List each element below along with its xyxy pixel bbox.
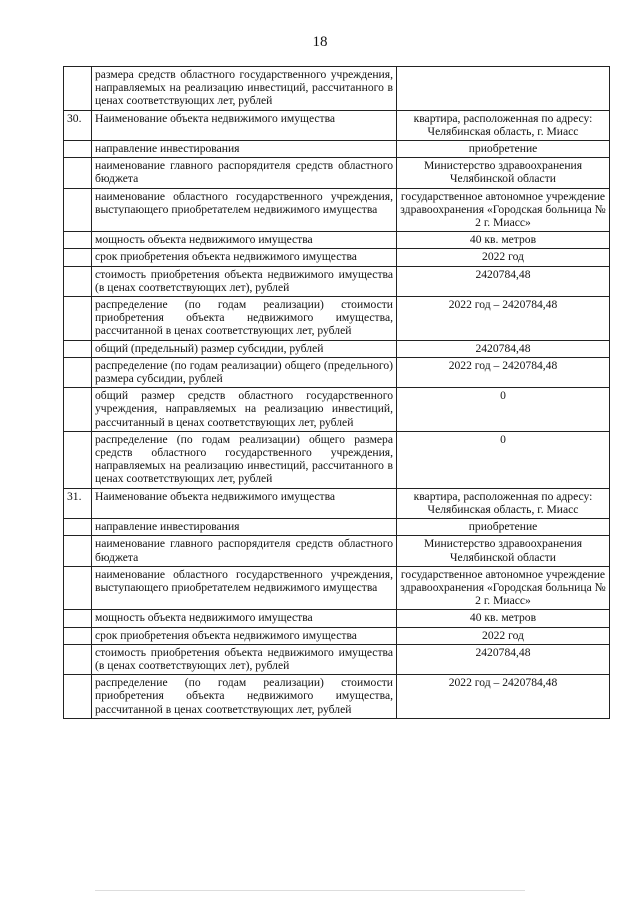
row-label: общий размер средств областного государственного учреждения, направляемых на реализацию инвестиций, рассчитанный в ценах соответствующих лет, рублей bbox=[92, 388, 397, 432]
row-label: распределение (по годам реализации) стоимости приобретения объекта недвижимого имущества, рассчитанной в ценах соответствующих лет, рублей bbox=[92, 675, 397, 719]
row-number bbox=[64, 67, 92, 111]
row-label: стоимость приобретения объекта недвижимого имущества (в ценах соответствующих лет), рублей bbox=[92, 644, 397, 674]
row-label: наименование главного распорядителя средств областного бюджета bbox=[92, 536, 397, 566]
row-value: 0 bbox=[397, 431, 610, 488]
row-label: Наименование объекта недвижимого имущества bbox=[92, 110, 397, 140]
row-number bbox=[64, 431, 92, 488]
table-row bbox=[64, 110, 610, 140]
row-value: 40 кв. метров bbox=[397, 232, 610, 249]
table-row bbox=[64, 297, 610, 341]
row-value: 2022 год bbox=[397, 249, 610, 266]
row-number bbox=[64, 232, 92, 249]
table-row bbox=[64, 675, 610, 719]
row-value: 2022 год – 2420784,48 bbox=[397, 675, 610, 719]
table-row bbox=[64, 610, 610, 627]
page-number: 18 bbox=[312, 34, 328, 50]
investment-table bbox=[63, 66, 610, 719]
table-row bbox=[64, 158, 610, 188]
row-number bbox=[64, 610, 92, 627]
row-label: наименование главного распорядителя средств областного бюджета bbox=[92, 158, 397, 188]
row-number bbox=[64, 388, 92, 432]
row-label: мощность объекта недвижимого имущества bbox=[92, 232, 397, 249]
row-label: общий (предельный) размер субсидии, рублей bbox=[92, 340, 397, 357]
row-value: квартира, расположенная по адресу: Челябинская область, г. Миасс bbox=[397, 110, 610, 140]
row-value: приобретение bbox=[397, 519, 610, 536]
row-label: направление инвестирования bbox=[92, 141, 397, 158]
row-value: 0 bbox=[397, 388, 610, 432]
row-number bbox=[64, 627, 92, 644]
row-label: стоимость приобретения объекта недвижимого имущества (в ценах соответствующих лет), рублей bbox=[92, 266, 397, 296]
table-row bbox=[64, 357, 610, 387]
row-value: 2420784,48 bbox=[397, 644, 610, 674]
row-label: распределение (по годам реализации) стоимости приобретения объекта недвижимого имущества, рассчитанной в ценах соответствующих лет, рублей bbox=[92, 297, 397, 341]
table-row bbox=[64, 340, 610, 357]
row-value: 40 кв. метров bbox=[397, 610, 610, 627]
table-row bbox=[64, 519, 610, 536]
row-value: государственное автономное учреждение здравоохранения «Городская больница № 2 г. Миасс» bbox=[397, 188, 610, 232]
row-label: распределение (по годам реализации) общего (предельного) размера субсидии, рублей bbox=[92, 357, 397, 387]
table-row bbox=[64, 232, 610, 249]
row-number bbox=[64, 340, 92, 357]
row-value: приобретение bbox=[397, 141, 610, 158]
table-row bbox=[64, 566, 610, 610]
table-row bbox=[64, 644, 610, 674]
table-row bbox=[64, 188, 610, 232]
row-value: 2022 год – 2420784,48 bbox=[397, 297, 610, 341]
table-row bbox=[64, 249, 610, 266]
row-label: срок приобретения объекта недвижимого имущества bbox=[92, 249, 397, 266]
row-number bbox=[64, 536, 92, 566]
row-number bbox=[64, 357, 92, 387]
row-value: квартира, расположенная по адресу: Челябинская область, г. Миасс bbox=[397, 488, 610, 518]
row-label: наименование областного государственного учреждения, выступающего приобретателем недвижимого имущества bbox=[92, 566, 397, 610]
row-label: Наименование объекта недвижимого имущества bbox=[92, 488, 397, 518]
row-label: наименование областного государственного учреждения, выступающего приобретателем недвижимого имущества bbox=[92, 188, 397, 232]
row-label: мощность объекта недвижимого имущества bbox=[92, 610, 397, 627]
table-row bbox=[64, 431, 610, 488]
row-value: 2420784,48 bbox=[397, 266, 610, 296]
table-row bbox=[64, 536, 610, 566]
row-label: направление инвестирования bbox=[92, 519, 397, 536]
table-body bbox=[64, 67, 610, 719]
table-row bbox=[64, 388, 610, 432]
table-row bbox=[64, 627, 610, 644]
row-number bbox=[64, 675, 92, 719]
row-number bbox=[64, 158, 92, 188]
row-value: 2022 год – 2420784,48 bbox=[397, 357, 610, 387]
row-label: срок приобретения объекта недвижимого имущества bbox=[92, 627, 397, 644]
row-number bbox=[64, 519, 92, 536]
row-label: распределение (по годам реализации) общего размера средств областного государственного учреждения, направляемых на реализацию инвестиций, рассчитанного в ценах соответствующих лет, рублей bbox=[92, 431, 397, 488]
row-number: 30. bbox=[64, 110, 92, 140]
row-number bbox=[64, 644, 92, 674]
row-number: 31. bbox=[64, 488, 92, 518]
table-row bbox=[64, 67, 610, 111]
row-number bbox=[64, 141, 92, 158]
table-row bbox=[64, 141, 610, 158]
row-value: Министерство здравоохранения Челябинской области bbox=[397, 536, 610, 566]
row-number bbox=[64, 566, 92, 610]
row-label: размера средств областного государственного учреждения, направляемых на реализацию инвестиций, рассчитанного в ценах соответствующих лет, рублей bbox=[92, 67, 397, 111]
row-value: 2420784,48 bbox=[397, 340, 610, 357]
scan-edge-divider bbox=[95, 890, 525, 891]
row-value: 2022 год bbox=[397, 627, 610, 644]
row-number bbox=[64, 266, 92, 296]
row-number bbox=[64, 249, 92, 266]
row-value: государственное автономное учреждение здравоохранения «Городская больница № 2 г. Миасс» bbox=[397, 566, 610, 610]
table-row bbox=[64, 488, 610, 518]
row-number bbox=[64, 188, 92, 232]
row-value: Министерство здравоохранения Челябинской области bbox=[397, 158, 610, 188]
row-value bbox=[397, 67, 610, 111]
table-row bbox=[64, 266, 610, 296]
row-number bbox=[64, 297, 92, 341]
